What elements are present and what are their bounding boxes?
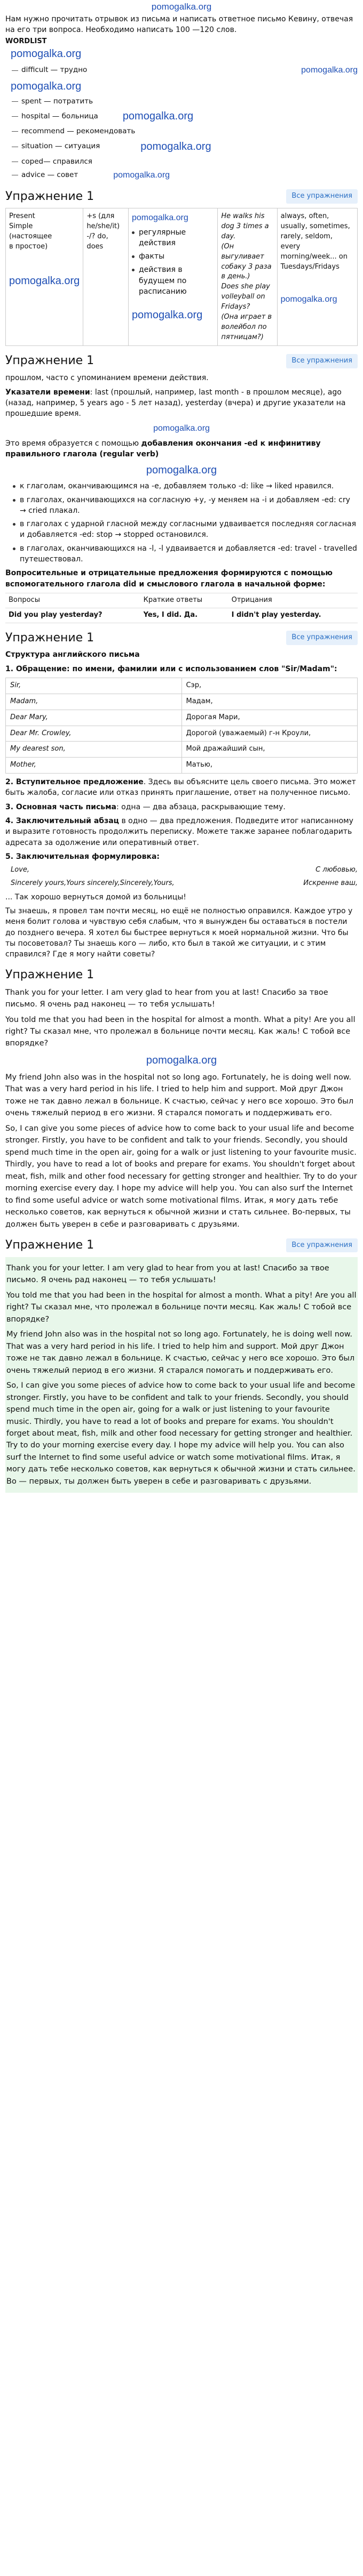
watermark: pomogalka.org — [131, 213, 188, 223]
qa-header: Отрицания — [228, 593, 358, 608]
watermark: pomogalka.org — [146, 464, 217, 477]
structure-point: 5. Заключительная формулировка: — [5, 852, 160, 861]
all-exercises-button[interactable]: Все упражнения — [286, 189, 358, 204]
structure-point: 1. Обращение: по имени, фамилии или с использованием слов "Sir/Madam": — [5, 664, 337, 673]
rule-item: в глаголах с ударной гласной между согласными удваивается последняя согласная и добавляется -ed: stop → stopped остановился. — [13, 519, 358, 541]
watermark: pomogalka.org — [11, 80, 82, 92]
all-exercises-button[interactable]: Все упражнения — [286, 1238, 358, 1253]
answer-paragraph: You told me that you had been in the hospital for almost a month. What a pity! Are you all right? Ты сказал мне, что пролежал в больнице почти месяц. Как жаль! С тобой все впорядке? — [5, 1015, 356, 1048]
wordlist-item: spent — потратить — [12, 96, 358, 107]
answer-highlighted — [5, 1257, 358, 1493]
tense-markers-cell: always, often, usually, sometimes, rarely, seldom, every morning/week... on Tuesdays/Fridays pomogalka.org — [277, 208, 357, 346]
watermark: pomogalka.org — [146, 1054, 217, 1066]
watermark: pomogalka.org — [9, 275, 80, 287]
section-title: Упражнение 1 — [5, 189, 94, 203]
wordlist-item: recommend — рекомендовать — [12, 126, 358, 137]
answer-paragraph: So, I can give you some pieces of advice how to come back to your usual life and become stronger. Firstly, you have to be confident and talk to your friends. Secondly, you should spend much time in the open air, going for a walk or just listening to your favourite music. Thirdly, you have to read a lot of books and prepare for exams. You shouldn't forget about meat, fish, milk and other food necessary for getting stronger and healthier. Try to do your morning exercise every day. I hope my advice will help you. You can also surf the Internet to find some useful advice or watch some motivational films. Итак, я могу дать тебе несколько советов, как вернуться к обычной жизни и стать сильнее. Во-первых, ты должен быть уверен в себе и разговаривать с друзьями. — [5, 1124, 357, 1229]
time-markers: Указатели времени: last (прошлый, например, last month - в прошлом месяце), ago (назад, например, 5 years ago - 5 лет назад), yesterday (вчера) и другие указатели на прошедшие время. — [5, 388, 346, 418]
watermark: pomogalka.org — [131, 309, 203, 321]
letter-excerpt: ... Так хорошо вернуться домой из больницы! — [5, 892, 186, 901]
structure-point: 3. Основная часть письма: одна — два абзаца, раскрывающие тему. — [5, 802, 286, 811]
tense-form-cell: +s (для he/she/it) -/? do, does — [83, 208, 129, 346]
structure-point: 4. Заключительный абзац в одно — два предложения. Подведите итог написанному и выразите готовность продолжить переписку. Можете также заранее поблагодарить адресата за одолжение или оперативный ответ. — [5, 817, 353, 847]
watermark-top: pomogalka.org — [151, 2, 212, 12]
wordlist — [5, 64, 358, 181]
answer-paragraph: My friend John also was in the hospital not so long ago. Fortunately, he is doing well now. That was a very hard period in his life. I tried to help him and support. Мой друг Джон тоже не так давно лежал в больнице. К счастью, сейчас у него все хорошо. Это был очень тяжелый период в его жизни. Я старался помогать и поддерживать его. — [6, 1330, 355, 1375]
section-title: Упражнение 1 — [5, 968, 94, 981]
greetings-table: Sir, Сэр, Madam, Мадам, Dear Mary, Дорогая Мари, Dear Mr. Crowley, Дорогой (уважаемый) г-н Кроули, My dearest son, Мой дражайший сын, Mother, Матью, — [5, 678, 358, 774]
structure-point: 2. Вступительное предложение. Здесь вы объясните цель своего письма. Это может быть жалоба, согласие или отказ принять приглашение, ответ на полученное письмо. — [5, 778, 356, 798]
qa-table — [5, 593, 358, 623]
wordlist-item: hospital — больница pomogalka.org — [12, 109, 358, 124]
wordlist-item: coped— справился — [12, 157, 358, 167]
section-header — [5, 967, 358, 984]
past-simple-intro: прошлом, часто с упоминанием времени действия. — [5, 374, 209, 383]
wordlist-item: situation — ситуация pomogalka.org — [12, 139, 358, 155]
answer-paragraph: Thank you for your letter. I am very glad to hear from you at last! Спасибо за твое письмо. Я очень рад наконец — то тебя услышать! — [6, 1263, 329, 1285]
section-title: Упражнение 1 — [5, 354, 94, 368]
section-header — [5, 1237, 358, 1254]
section-header — [5, 188, 358, 205]
intro-text: Нам нужно прочитать отрывок из письма и написать ответное письмо Кевину, отвечая на его три вопроса. Необходимо написать 100 —120 слов. — [5, 15, 353, 35]
letter-excerpt-ru: Ты знаешь, я провел там почти месяц, но ещё не полностью оправился. Каждое утро у меня болит голова и чувствую себя слабым, что я вынужден бы оставаться в постели до позднего вечера. Я хотел бы быстрее вернуться к моей нормальной жизни. Что бы ты посоветовал? Ты знаешь кого — либо, кто был в такой же ситуации, и с этим справился? Где я могу найти советы? — [5, 907, 353, 959]
answer-paragraph: My friend John also was in the hospital not so long ago. Fortunately, he is doing well now. That was a very hard period in his life. I tried to help him and support. Мой друг Джон тоже не так давно лежал в больнице. К счастью, сейчас у него все хорошо. Это был очень тяжелый период в его жизни. Я старался помогать и поддерживать его. — [5, 1073, 354, 1118]
rule-item: к глаголам, оканчивающимся на -e, добавляем только -d: like → liked нравился. — [13, 481, 358, 492]
all-exercises-button[interactable]: Все упражнения — [286, 631, 358, 645]
rule-item: в глаголах, оканчивающихся на -l, -l удваивается и добавляется -ed: travel - travelled путешествовал. — [13, 543, 358, 565]
tense-example-cell: He walks his dog 3 times a day. (Он выгуливает собаку 3 раза в день.) Does she play volleyball on Fridays? (Она играет в волейбол по пятницам?) — [218, 208, 277, 346]
answer-paragraph: Thank you for your letter. I am very glad to hear from you at last! Спасибо за твое письмо. Я очень рад наконец — то тебя услышать! — [5, 988, 328, 1009]
qa-cell: Did you play yesterday? — [5, 608, 140, 623]
closing-row: Love, С любовью, — [11, 866, 358, 874]
structure-title: Структура английского письма — [5, 650, 140, 659]
qa-cell: Yes, I did. Да. — [140, 608, 228, 623]
watermark: pomogalka.org — [153, 424, 210, 433]
qa-header: Краткие ответы — [140, 593, 228, 608]
watermark: pomogalka.org — [11, 48, 82, 60]
all-exercises-button[interactable]: Все упражнения — [286, 354, 358, 368]
questions-rule: Вопросительные и отрицательные предложения формируются с помощью вспомогательного глагола did и смыслового глагола в начальной форме: — [5, 569, 333, 589]
qa-cell: I didn't play yesterday. — [228, 608, 358, 623]
qa-header: Вопросы — [5, 593, 140, 608]
answer-paragraph: So, I can give you some pieces of advice how to come back to your usual life and become stronger. Firstly, you have to be confident and talk to your friends. Secondly, you should spend much time in the open air, going for a walk or just listening to your favourite music. Thirdly, you have to read a lot of books and prepare for exams. You shouldn't forget about meat, fish, milk and other food necessary for getting stronger and healthier. Try to do your morning exercise every day. I hope my advice will help you. You can also surf the Internet to find some useful advice or watch some motivational films. Итак, я могу дать тебе несколько советов, как вернуться к обычной жизни и стать сильнее. Во — первых, ты должен быть уверен в себе и разговаривать с друзьями. — [6, 1381, 356, 1486]
answer-paragraph: You told me that you had been in the hospital for almost a month. What a pity! Are you all right? Ты сказал мне, что пролежал в больнице почти месяц. Как жаль! С тобой все впорядке? — [6, 1291, 357, 1324]
closing-row: Sincerely yours,Yours sincerely,Sincerely,Yours, Искренне ваш, — [11, 879, 358, 888]
watermark: pomogalka.org — [280, 295, 337, 304]
formation: Это время образуется с помощью добавления окончания -ed к инфинитиву правильного глагола (regular verb) — [5, 439, 321, 458]
wordlist-title: WORDLIST — [5, 37, 47, 45]
tense-name-cell: Present Simple (настоящее в простое) pomogalka.org — [6, 208, 83, 346]
section-title: Упражнение 1 — [5, 631, 94, 645]
section-header — [5, 352, 358, 369]
answer-letter — [5, 987, 358, 1230]
wordlist-item: advice — совет pomogalka.org — [12, 169, 358, 181]
wordlist-item: difficult — трудно pomogalka.org — [12, 64, 358, 76]
tense-usage-cell: pomogalka.org регулярные действия факты действия в будущем по расписанию pomogalka.org — [128, 208, 217, 346]
section-title: Упражнение 1 — [5, 1238, 94, 1252]
rule-item: в глаголах, оканчивающихся на согласную +y, -y меняем на -i и добавляем -ed: cry → cried плакал. — [13, 495, 358, 517]
tense-table — [5, 208, 358, 346]
section-header — [5, 630, 358, 647]
